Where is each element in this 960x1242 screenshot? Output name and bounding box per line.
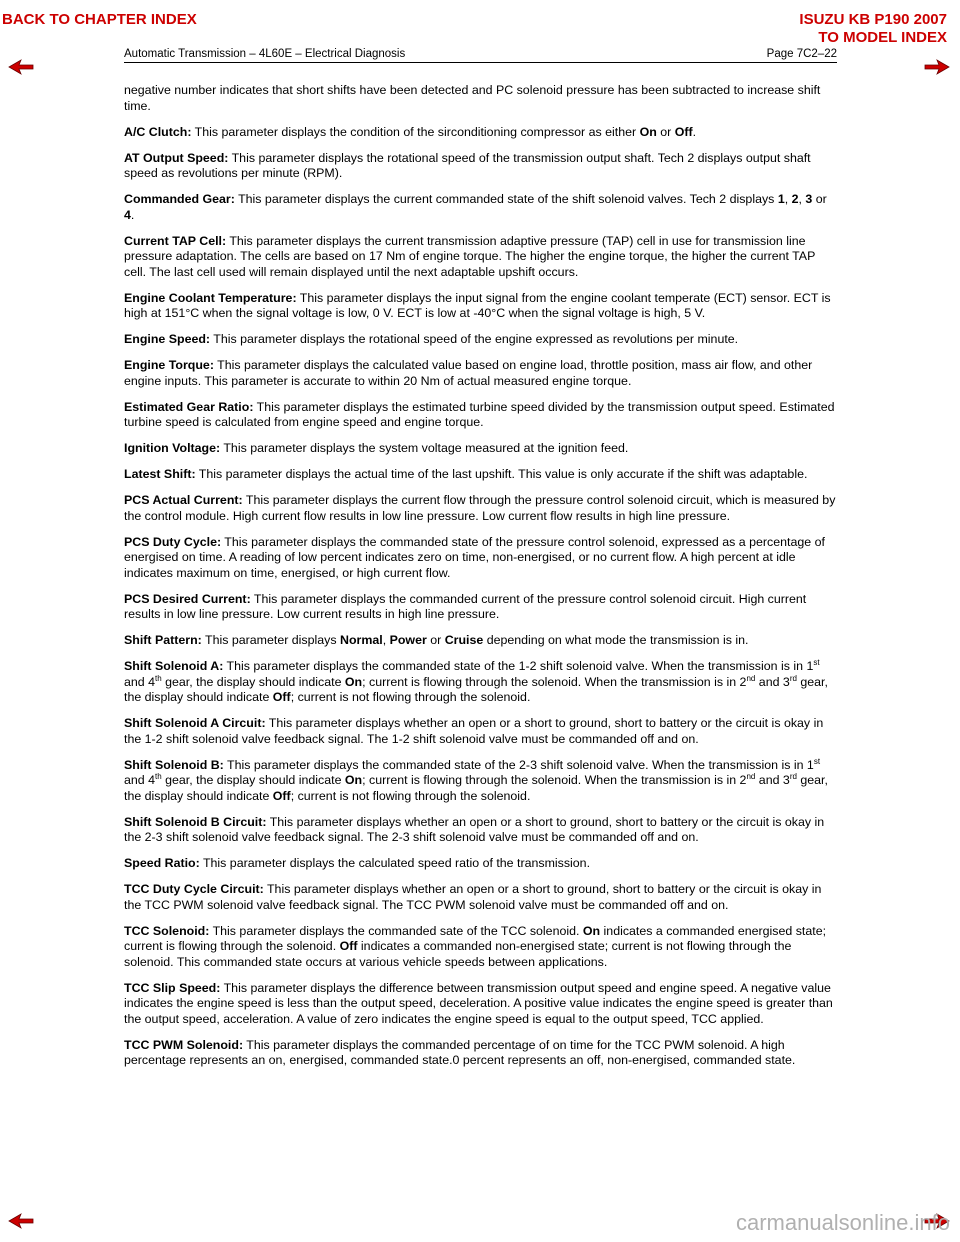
param-term: Commanded Gear: xyxy=(124,192,235,206)
param-shift-solenoid-a-circuit: Shift Solenoid A Circuit: This parameter displays whether an open or a short to ground, short to battery or the circuit is okay in the 1-2 shift solenoid valve feedback signal. The 1-2 shift solenoid valve must be commanded off and on. xyxy=(124,716,824,746)
param-shift-solenoid-a: Shift Solenoid A: This parameter displays the commanded state of the 1-2 shift solenoid valve. When the transmission is in 1st and 4th gear, the display should indicate On; current is flowing through the solenoid. When the transmission is in 2nd and 3rd gear, the display should indicate Off; current is not flowing through the solenoid. xyxy=(124,657,828,704)
param-tcc-pwm-solenoid: TCC PWM Solenoid: This parameter displays the commanded percentage of on time for the TCC PWM solenoid. A high percentage represents an on, energised, commanded state.0 percent represents an off, non-energised, commanded state. xyxy=(124,1037,796,1067)
param-engine-coolant-temperature: Engine Coolant Temperature: This parameter displays the input signal from the engine coolant temperate (ECT) sensor. ECT is high at 151°C when the signal voltage is low, 0 V. ECT is low at -40°C when the signal voltage is high, 5 V. xyxy=(124,290,831,320)
param-term: Shift Solenoid B: xyxy=(124,757,224,772)
param-term: AT Output Speed: xyxy=(124,150,229,165)
param-term: Engine Torque: xyxy=(124,358,214,372)
param-engine-speed: Engine Speed: This parameter displays the rotational speed of the engine expressed as revolutions per minute. xyxy=(124,332,739,346)
param-term: Shift Solenoid A: xyxy=(124,659,224,673)
model-title-link[interactable]: ISUZU KB P190 2007 xyxy=(799,11,947,28)
paragraph-continuation: negative number indicates that short shifts have been detected and PC solenoid pressure has been subtracted to increase shift time. xyxy=(124,83,821,113)
param-pcs-actual-current: PCS Actual Current: This parameter displays the current flow through the pressure control solenoid circuit, which is measured by the control module. High current flow results in low line pressure. Low current flow results in high line pressure. xyxy=(124,493,836,523)
watermark: carmanualsonline.info xyxy=(735,1210,950,1235)
param-pcs-duty-cycle: PCS Duty Cycle: This parameter displays the commanded state of the pressure control solenoid, expressed as a percentage of energised on time. A reading of low percent indicates zero on time, non-energised, or no current flow. A high percent at idle indicates maximum on time, energised, or high current flow. xyxy=(124,534,825,580)
param-shift-pattern: Shift Pattern: This parameter displays Normal, Power or Cruise depending on what mode the transmission is in. xyxy=(124,633,749,647)
param-term: TCC PWM Solenoid: xyxy=(124,1037,244,1052)
previous-page-arrow-icon[interactable] xyxy=(8,1213,34,1229)
param-term: Speed Ratio: xyxy=(124,856,200,870)
param-estimated-gear-ratio: Estimated Gear Ratio: This parameter displays the estimated turbine speed divided by the transmission output speed. Estimated turbine speed is calculated from engine speed and engine torque. xyxy=(124,399,835,429)
param-current-tap-cell: Current TAP Cell: This parameter displays the current transmission adaptive pressure (TAP) cell in use for transmission line pressure adaptation. The cells are based on 17 Nm of engine torque. The higher the engine torque, the higher the current TAP cell. The last cell used will remain displayed until the next adaptable upshift occurs. xyxy=(124,233,816,279)
param-shift-solenoid-b-circuit: Shift Solenoid B Circuit: This parameter displays whether an open or a short to ground, short to battery or the circuit is okay in the 2-3 shift solenoid valve feedback signal. The 2-3 shift solenoid valve must be commanded off and on. xyxy=(124,814,825,844)
page-number: Page 7C2–22 xyxy=(766,48,837,60)
param-term: Engine Coolant Temperature: xyxy=(124,290,297,305)
param-term: PCS Desired Current: xyxy=(124,591,251,606)
to-model-index-link[interactable]: TO MODEL INDEX xyxy=(818,29,947,46)
param-commanded-gear: Commanded Gear: This parameter displays the current commanded state of the shift solenoid valves. Tech 2 displays 1, 2, 3 or 4. xyxy=(124,192,827,222)
page-header xyxy=(124,48,837,63)
previous-page-arrow-icon[interactable] xyxy=(8,59,34,75)
param-tcc-duty-cycle-circuit: TCC Duty Cycle Circuit: This parameter displays whether an open or a short to ground, short to battery or the circuit is okay in the TCC PWM solenoid valve feedback signal. The TCC PWM solenoid valve must be commanded off and on. xyxy=(124,882,822,912)
param-tcc-slip-speed: TCC Slip Speed: This parameter displays the difference between transmission output speed and engine speed. A negative value indicates the engine speed is less than the output speed, deceleration. A positive value indicates the engine speed is greater than the output speed, acceleration. A value of zero indicates the engine speed is equal to the output speed, TCC applied. xyxy=(124,980,833,1026)
param-term: TCC Solenoid: xyxy=(124,923,210,938)
param-speed-ratio: Speed Ratio: This parameter displays the calculated speed ratio of the transmission. xyxy=(124,856,591,870)
param-term: PCS Duty Cycle: xyxy=(124,534,222,549)
param-term: TCC Duty Cycle Circuit: xyxy=(124,882,264,896)
param-term: A/C Clutch: xyxy=(124,124,192,139)
back-to-chapter-index-link[interactable]: BACK TO CHAPTER INDEX xyxy=(2,11,197,28)
param-at-output-speed: AT Output Speed: This parameter displays the rotational speed of the transmission output shaft. Tech 2 displays output shaft speed as revolutions per minute (RPM). xyxy=(124,150,811,180)
param-term: PCS Actual Current: xyxy=(124,493,243,507)
param-term: Shift Solenoid A Circuit: xyxy=(124,716,266,730)
param-term: Ignition Voltage: xyxy=(124,441,221,455)
next-page-arrow-icon[interactable] xyxy=(924,59,950,75)
param-term: Current TAP Cell: xyxy=(124,233,227,248)
param-engine-torque: Engine Torque: This parameter displays the calculated value based on engine load, throttle position, mass air flow, and other engine inputs. This parameter is accurate to within 20 Nm of actual measured engine torque. xyxy=(124,358,813,388)
param-ac-clutch: A/C Clutch: This parameter displays the condition of the sirconditioning compressor as either On or Off. xyxy=(124,124,697,139)
param-ignition-voltage: Ignition Voltage: This parameter displays the system voltage measured at the ignition feed. xyxy=(124,441,629,455)
param-shift-solenoid-b: Shift Solenoid B: This parameter displays the commanded state of the 2-3 shift solenoid valve. When the transmission is in 1st and 4th gear, the display should indicate On; current is flowing through the solenoid. When the transmission is in 2nd and 3rd gear, the display should indicate Off; current is not flowing through the solenoid. xyxy=(124,756,828,803)
param-term: Engine Speed: xyxy=(124,332,211,346)
header-title: Automatic Transmission – 4L60E – Electrical Diagnosis xyxy=(124,48,406,60)
param-pcs-desired-current: PCS Desired Current: This parameter displays the commanded current of the pressure control solenoid circuit. High current results in low line pressure. Low current results in high line pressure. xyxy=(124,591,807,621)
param-term: Estimated Gear Ratio: xyxy=(124,399,254,414)
param-term: Latest Shift: xyxy=(124,467,196,481)
param-term: TCC Slip Speed: xyxy=(124,980,221,995)
param-latest-shift: Latest Shift: This parameter displays the actual time of the last upshift. This value is only accurate if the shift was adaptable. xyxy=(124,467,808,481)
param-tcc-solenoid: TCC Solenoid: This parameter displays the commanded sate of the TCC solenoid. On indicates a commanded energised state; current is flowing through the solenoid. Off indicates a commanded non-energised state; current is not flowing through the solenoid. This commanded state occurs at various vehicle speeds between applications. xyxy=(124,923,827,969)
document-body xyxy=(124,83,840,1079)
param-term: Shift Pattern: xyxy=(124,633,202,647)
param-term: Shift Solenoid B Circuit: xyxy=(124,814,267,829)
